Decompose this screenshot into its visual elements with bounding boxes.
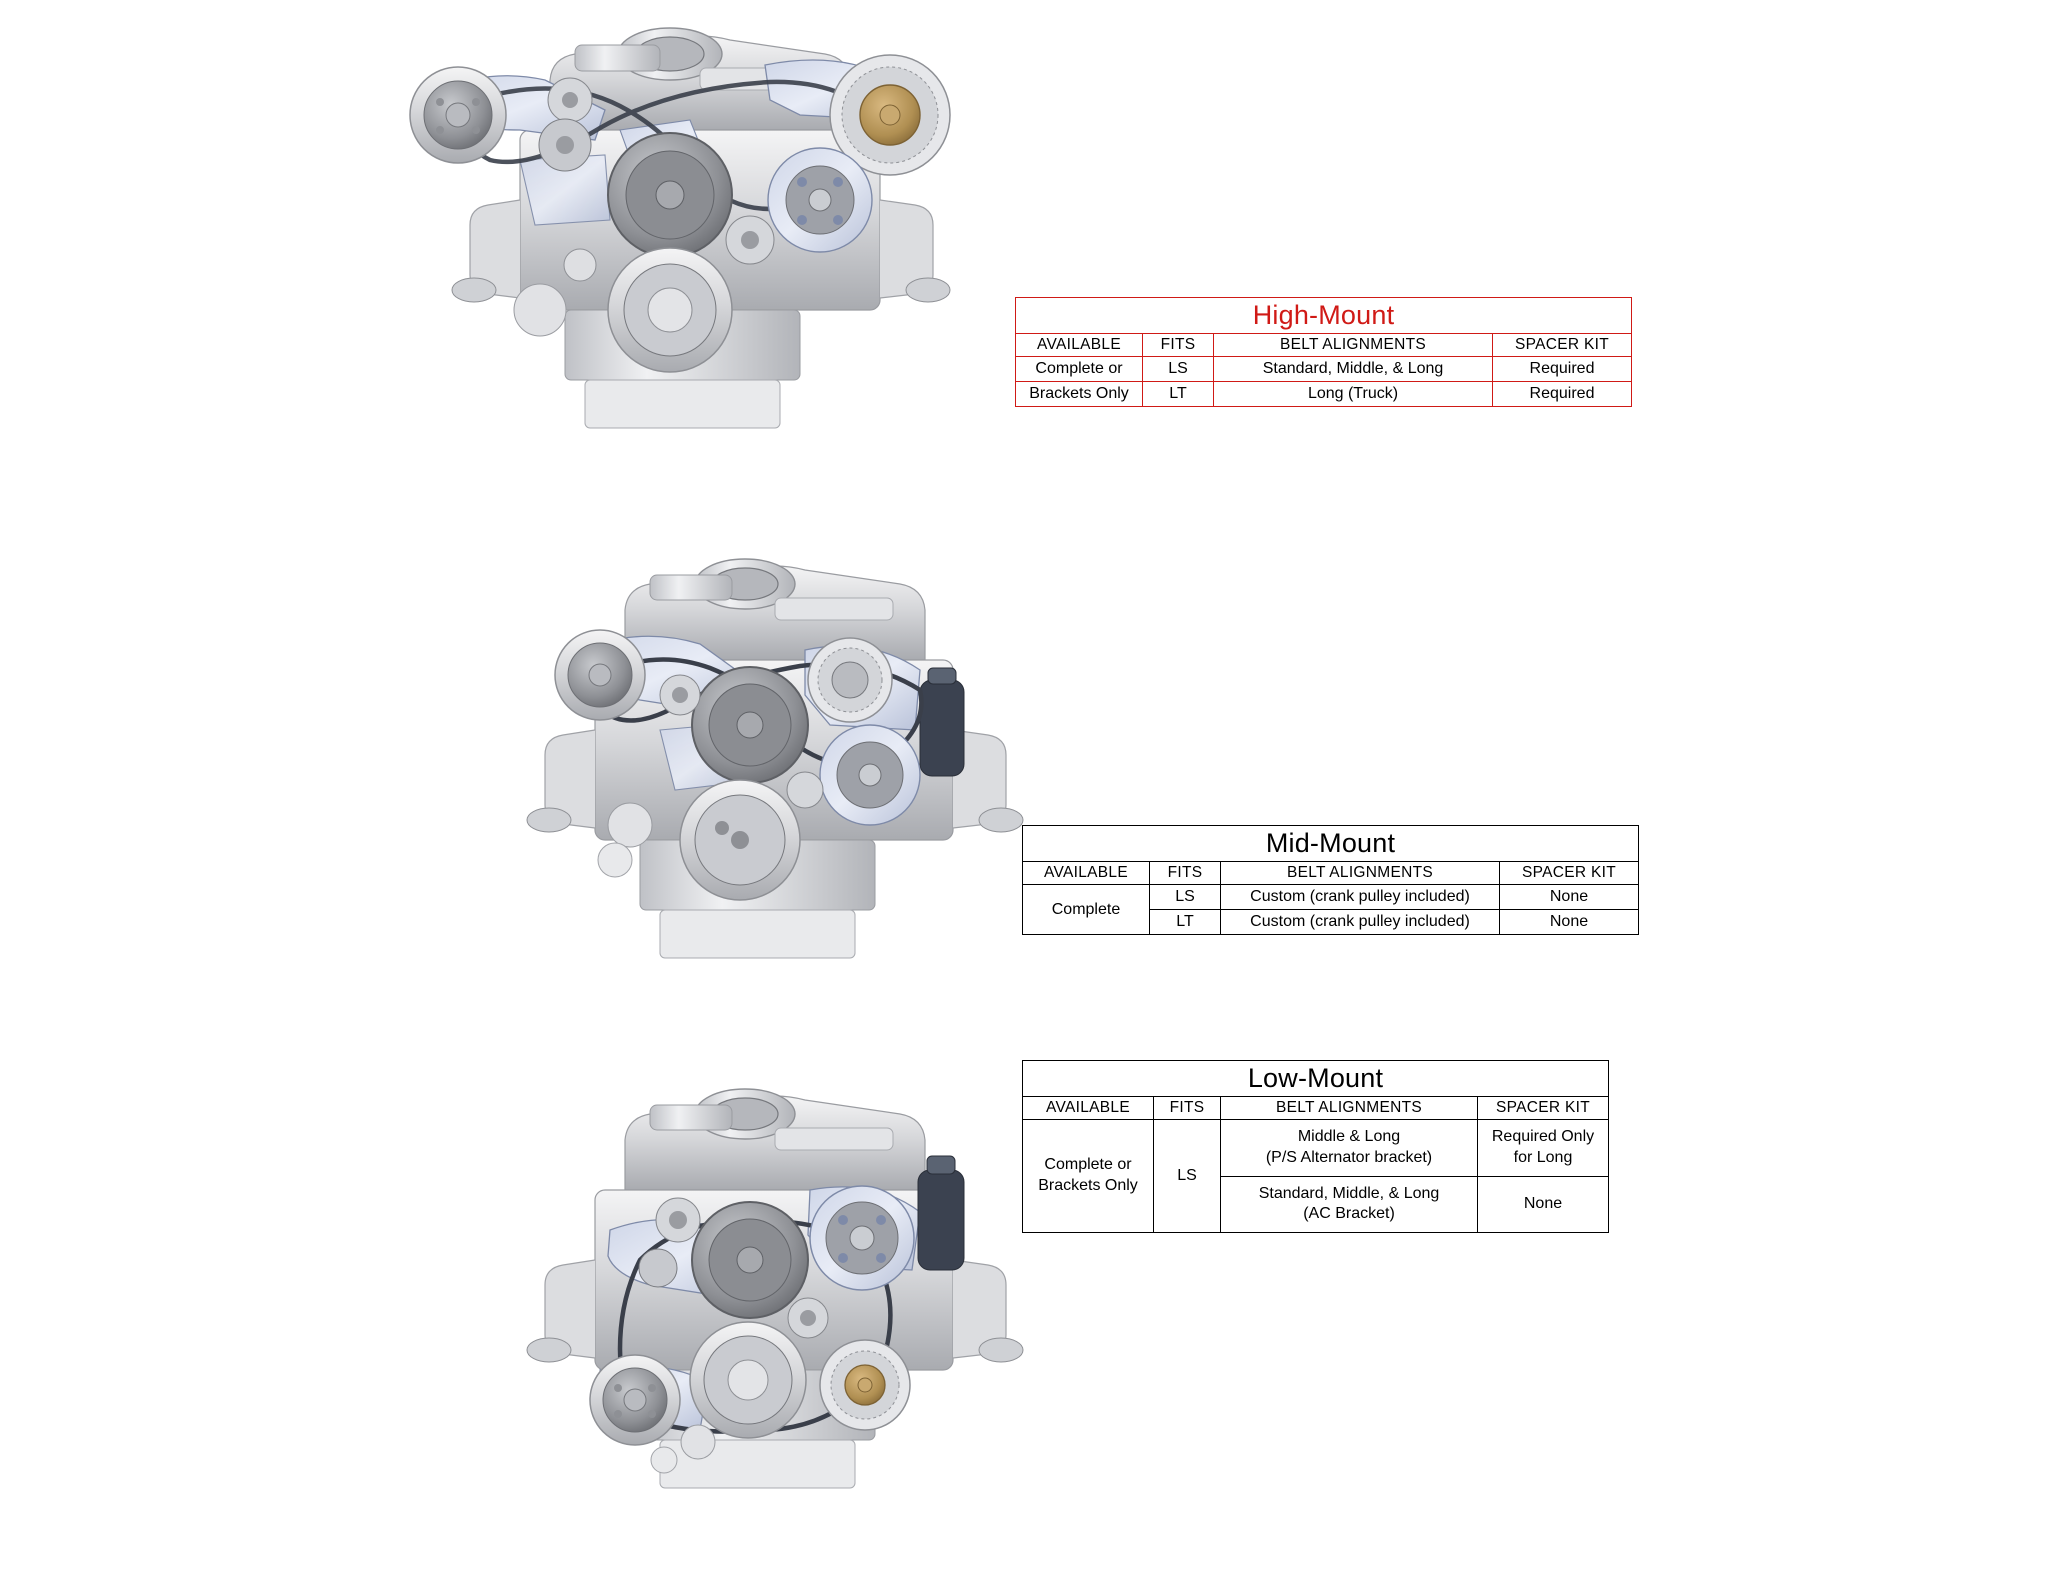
table-row <box>1023 885 1639 910</box>
cell-belt <box>1221 1176 1478 1233</box>
header-belt-alignments: BELT ALIGNMENTS <box>1221 1097 1478 1120</box>
header-belt-alignments: BELT ALIGNMENTS <box>1214 334 1493 357</box>
spec-table-high-mount <box>1015 297 1632 407</box>
cell-spacer: None <box>1500 885 1639 910</box>
cell-available-line2: Brackets Only <box>1016 382 1143 407</box>
cell-belt: Custom (crank pulley included) <box>1221 885 1500 910</box>
table-header-row <box>1023 1097 1609 1120</box>
engine-illustration-high-mount <box>370 10 1010 510</box>
cell-belt-line2: (AC Bracket) <box>1303 1205 1395 1223</box>
header-fits: FITS <box>1154 1097 1221 1120</box>
cell-available <box>1023 1120 1154 1233</box>
table-header-row <box>1023 862 1639 885</box>
cell-spacer: None <box>1500 910 1639 935</box>
spec-table-mid-mount <box>1022 825 1639 935</box>
cell-fits: LT <box>1150 910 1221 935</box>
cell-belt <box>1221 1120 1478 1177</box>
cell-fits: LS <box>1143 357 1214 382</box>
header-available: AVAILABLE <box>1016 334 1143 357</box>
table-title: Low-Mount <box>1023 1061 1609 1097</box>
table-header-row <box>1016 334 1632 357</box>
header-spacer-kit: SPACER KIT <box>1478 1097 1609 1120</box>
cell-available-line2: Brackets Only <box>1038 1177 1138 1195</box>
cell-spacer: Required <box>1493 357 1632 382</box>
cell-belt: Long (Truck) <box>1214 382 1493 407</box>
cell-belt: Standard, Middle, & Long <box>1214 357 1493 382</box>
header-spacer-kit: SPACER KIT <box>1493 334 1632 357</box>
engine-illustration-mid-mount <box>450 540 1070 1040</box>
cell-spacer: Required <box>1493 382 1632 407</box>
section-low-mount <box>0 1060 2048 1583</box>
engine-diagram-mid-mount <box>450 540 1070 1040</box>
header-belt-alignments: BELT ALIGNMENTS <box>1221 862 1500 885</box>
cell-spacer <box>1478 1120 1609 1177</box>
engine-illustration-low-mount <box>450 1070 1070 1570</box>
cell-fits: LS <box>1150 885 1221 910</box>
table-row <box>1023 1120 1609 1177</box>
cell-available-line1: Complete or <box>1016 357 1143 382</box>
header-fits: FITS <box>1150 862 1221 885</box>
table-title-row <box>1023 826 1639 862</box>
section-mid-mount <box>0 530 2048 1050</box>
cell-spacer: None <box>1478 1176 1609 1233</box>
engine-diagram-low-mount <box>450 1070 1070 1570</box>
cell-available: Complete <box>1023 885 1150 935</box>
header-spacer-kit: SPACER KIT <box>1500 862 1639 885</box>
table-title-row <box>1023 1061 1609 1097</box>
header-available: AVAILABLE <box>1023 1097 1154 1120</box>
table-row <box>1016 382 1632 407</box>
header-available: AVAILABLE <box>1023 862 1150 885</box>
cell-belt-line2: (P/S Alternator bracket) <box>1265 1148 1433 1166</box>
cell-fits: LT <box>1143 382 1214 407</box>
cell-belt: Custom (crank pulley included) <box>1221 910 1500 935</box>
table-row <box>1016 357 1632 382</box>
engine-diagram-high-mount <box>370 10 1010 510</box>
spec-table-low-mount <box>1022 1060 1609 1233</box>
table-title: Mid-Mount <box>1023 826 1639 862</box>
cell-spacer-line1: Required Only <box>1491 1128 1595 1145</box>
section-high-mount <box>0 0 2048 520</box>
cell-spacer-line2: for Long <box>1513 1148 1573 1166</box>
cell-belt-line1: Middle & Long <box>1297 1128 1401 1145</box>
header-fits: FITS <box>1143 334 1214 357</box>
table-title-row <box>1016 298 1632 334</box>
table-title: High-Mount <box>1016 298 1632 334</box>
cell-fits: LS <box>1154 1120 1221 1233</box>
cell-belt-line1: Standard, Middle, & Long <box>1258 1184 1440 1202</box>
cell-available-line1: Complete or <box>1044 1156 1132 1174</box>
